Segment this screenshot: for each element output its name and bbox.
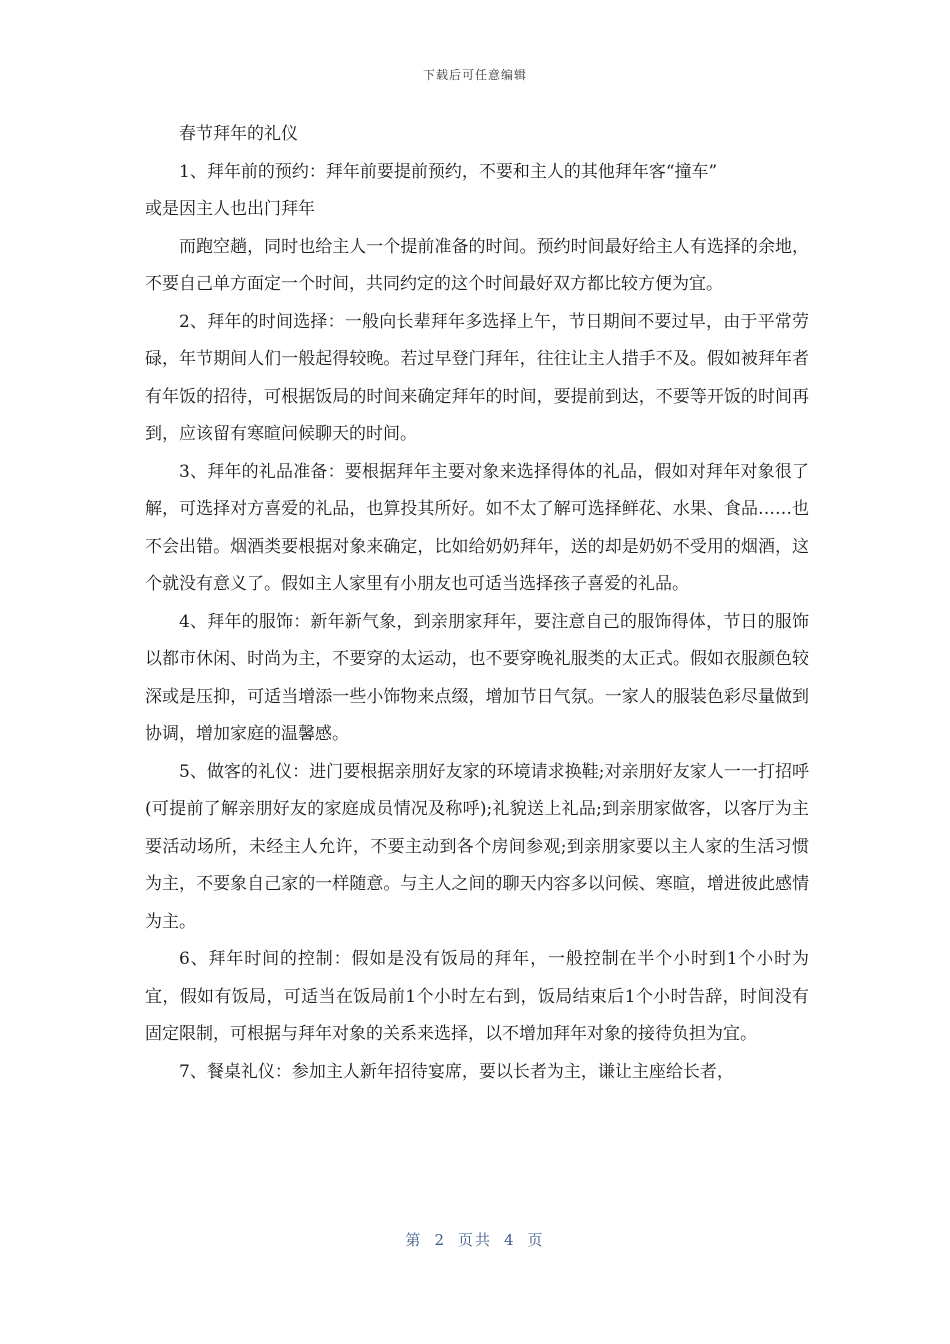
footer-total-pages: 4 bbox=[504, 1231, 516, 1249]
paragraph-1-continued: 或是因主人也出门拜年 bbox=[145, 199, 315, 219]
paragraph-4: 4、拜年的服饰：新年新气象，到亲朋家拜年，要注意自己的服饰得体，节日的服饰以都市休闲、时尚为主，不要穿的太运动，也不要穿晚礼服类的太正式。假如衣服颜色较深或是压抑，可适当增添一些小饰物来点缀，增加节日气氛。一家人的服装色彩尽量做到协调，增加家庭的温馨感。 bbox=[145, 611, 809, 744]
document-title: 春节拜年的礼仪 bbox=[179, 124, 298, 144]
page-header-note: 下载后可任意编辑 bbox=[422, 68, 527, 82]
footer-prefix: 第 bbox=[405, 1231, 423, 1249]
paragraph-3: 3、拜年的礼品准备：要根据拜年主要对象来选择得体的礼品，假如对拜年对象很了解，可选择对方喜爱的礼品，也算投其所好。如不太了解可选择鲜花、水果、食品……也不会出错。烟酒类要根据对象来确定，比如给奶奶拜年，送的却是奶奶不受用的烟酒，这个就没有意义了。假如主人家里有小朋友也可适当选择孩子喜爱的礼品。 bbox=[145, 461, 809, 594]
paragraph-7: 7、餐桌礼仪：参加主人新年招待宴席，要以长者为主，谦让主座给长者， bbox=[179, 1061, 734, 1082]
footer-current-page: 2 bbox=[434, 1231, 446, 1249]
paragraph-5: 5、做客的礼仪：进门要根据亲朋好友家的环境请求换鞋;对亲朋好友家人一一打招呼(可提前了解亲朋好友的家庭成员情况及称呼);礼貌送上礼品;到亲朋家做客，以客厅为主要活动场所，未经主人允许，不要主动到各个房间参观;到亲朋家要以主人家的生活习惯为主，不要象自己家的一样随意。与主人之间的聊天内容多以问候、寒暄，增进彼此感情为主。 bbox=[145, 761, 809, 932]
footer-middle: 页共 bbox=[457, 1231, 492, 1249]
paragraph-1: 1、拜年前的预约：拜年前要提前预约，不要和主人的其他拜年客“撞车” bbox=[179, 161, 718, 182]
paragraph-1-tail: 而跑空趟，同时也给主人一个提前准备的时间。预约时间最好给主人有选择的余地，不要自己单方面定一个时间，共同约定的这个时间最好双方都比较方便为宜。 bbox=[145, 236, 809, 294]
document-body bbox=[145, 116, 809, 1091]
page-footer bbox=[0, 1229, 950, 1250]
paragraph-6: 6、拜年时间的控制：假如是没有饭局的拜年，一般控制在半个小时到1个小时为宜，假如有饭局，可适当在饭局前1个小时左右到，饭局结束后1个小时告辞，时间没有固定限制，可根据与拜年对象的关系来选择，以不增加拜年对象的接待负担为宜。 bbox=[145, 949, 809, 1044]
footer-suffix: 页 bbox=[527, 1231, 545, 1249]
paragraph-2: 2、拜年的时间选择：一般向长辈拜年多选择上午，节日期间不要过早，由于平常劳碌，年节期间人们一般起得较晚。若过早登门拜年，往往让主人措手不及。假如被拜年者有年饭的招待，可根据饭局的时间来确定拜年的时间，要提前到达，不要等开饭的时间再到，应该留有寒暄问候聊天的时间。 bbox=[145, 311, 809, 444]
